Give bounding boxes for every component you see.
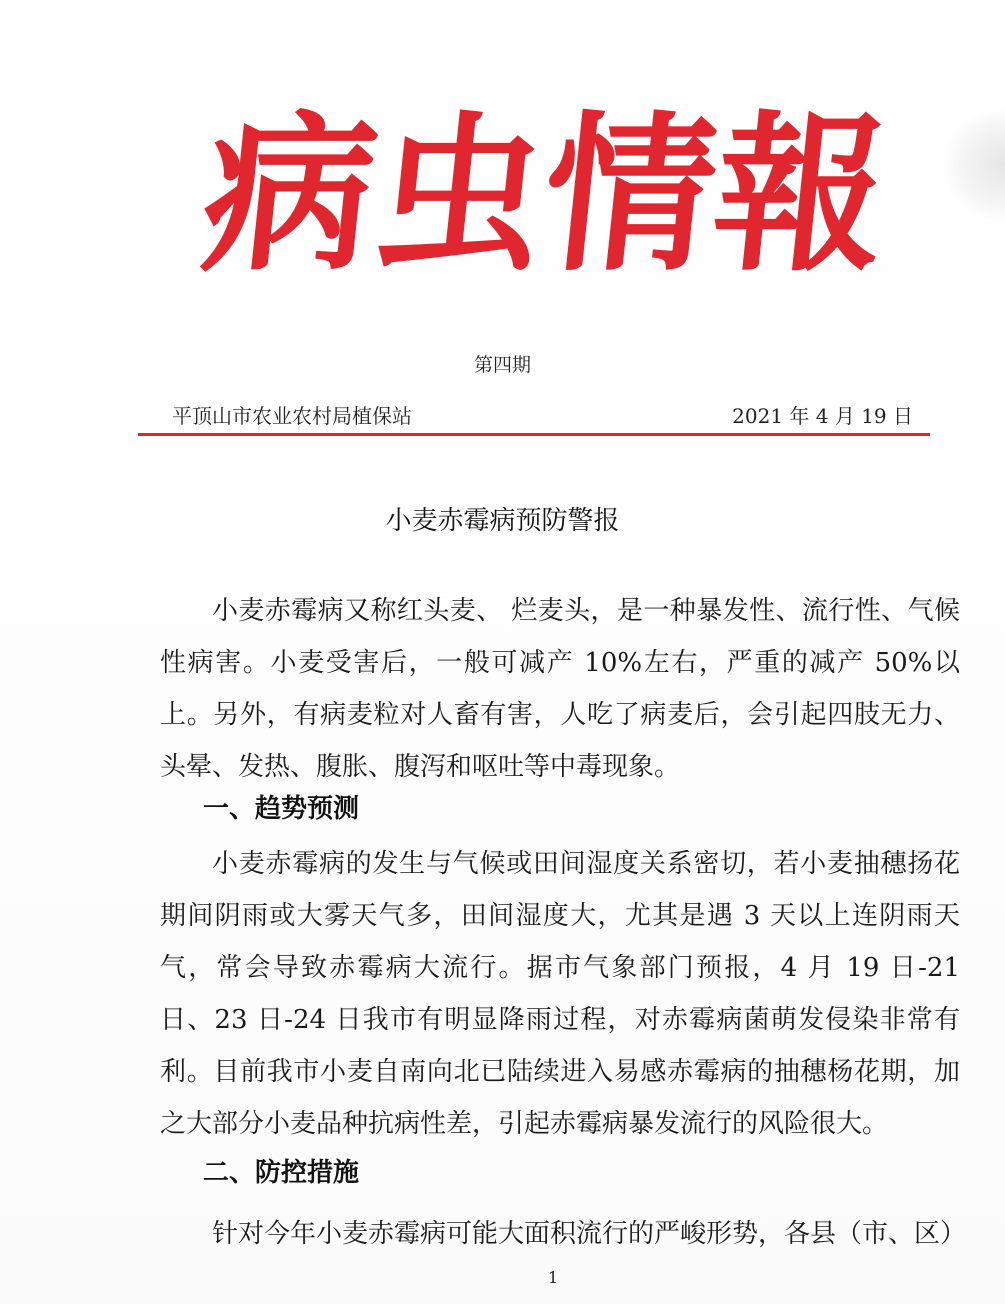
masthead-char-2: 虫: [364, 95, 556, 295]
trend-text: 小麦赤霉病的发生与气候或田间湿度关系密切，若小麦抽穗扬花期间阴雨或大雾天气多，田间湿度大，尤其是遇 3 天以上连阴雨天气，常会导致赤霉病大流行。据市气象部门预报，4 月 19 日-21 日、23 日-24 日我市有明显降雨过程，对赤霉病菌萌发侵染非常有利。目前我市小麦自南向北已陆续进入易感赤霉病的抽穗杨花期，加之大部分小麦品种抗病性差，引起赤霉病暴发流行的风险很大。: [160, 849, 960, 1139]
masthead-char-4: 報: [704, 95, 896, 295]
issue-number: 第四期: [473, 354, 531, 376]
masthead-char-1: 病: [194, 95, 386, 295]
intro-paragraph: [160, 585, 960, 793]
section-heading-trend: 一、趋势预测: [203, 794, 360, 824]
masthead-title: [194, 80, 896, 310]
page-number: 1: [548, 1268, 559, 1287]
publish-date: 2021 年 4 月 19 日: [732, 404, 913, 428]
document-title: 小麦赤霉病预防警报: [385, 506, 620, 536]
measures-text: 针对今年小麦赤霉病可能大面积流行的严峻形势，各县（市、区）: [212, 1219, 967, 1249]
trend-paragraph: [160, 838, 960, 1150]
header-divider: [138, 433, 930, 436]
section-heading-measures: 二、防控措施: [203, 1158, 360, 1188]
masthead-char-3: 情: [534, 95, 726, 295]
measures-paragraph: [160, 1208, 967, 1260]
publisher: 平顶山市农业农村局植保站: [172, 404, 412, 428]
intro-text: 小麦赤霉病又称红头麦、 烂麦头，是一种暴发性、流行性、气候性病害。小麦受害后，一般可减产 10%左右，严重的减产 50%以上。另外，有病麦粒对人畜有害，人吃了病麦后，会引起四肢无力、头晕、发热、腹胀、腹泻和呕吐等中毒现象。: [160, 596, 960, 782]
page-edge-shadow: [945, 110, 1005, 220]
